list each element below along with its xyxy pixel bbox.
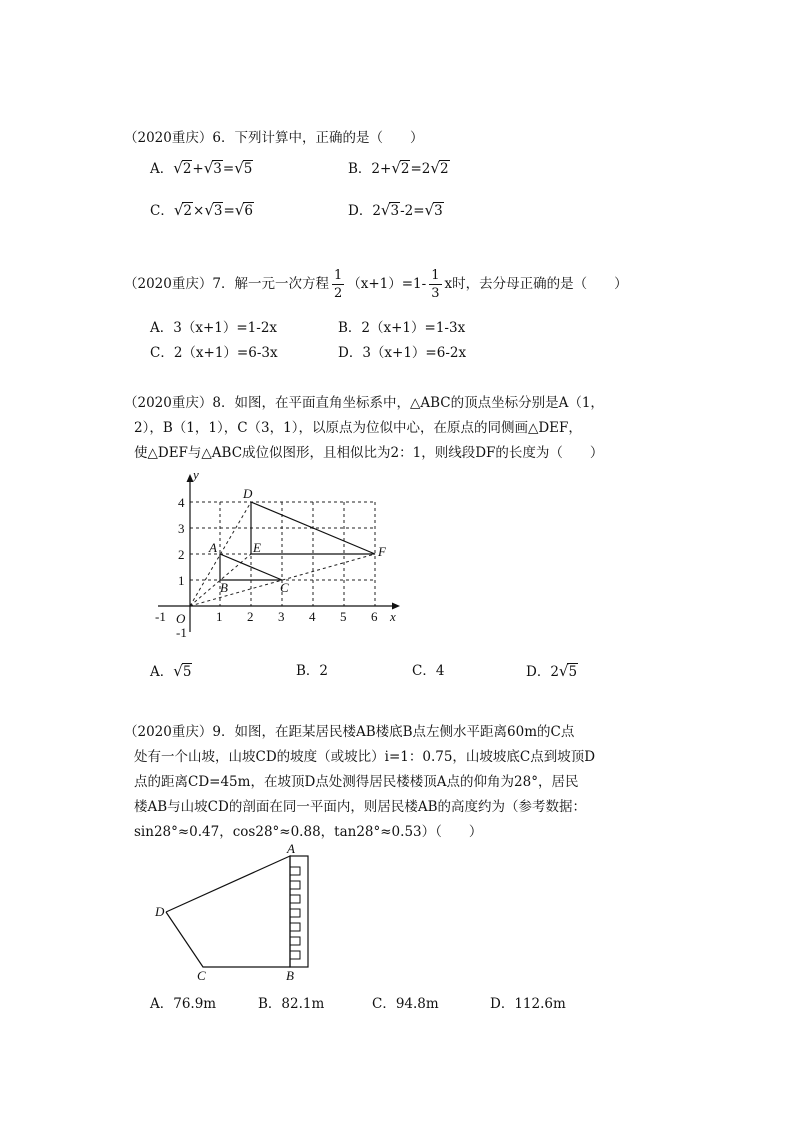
coefficient: 2+ xyxy=(371,161,392,177)
q9-stem-line2: 处有一个山坡，山坡CD的坡度（或坡比）i=1：0.75，山坡坡底C点到坡顶D xyxy=(134,749,596,765)
building-windows xyxy=(290,867,300,959)
frac-num: 1 xyxy=(431,268,440,283)
x-tick-label: 2 xyxy=(247,609,254,624)
frac-num: 1 xyxy=(333,268,343,283)
point-label-d: D xyxy=(155,904,165,919)
q7-option-c[interactable]: C．2（x+1）=6-3x xyxy=(150,345,278,361)
q9-slope-building-figure xyxy=(148,840,330,985)
q8-stem-line3: 使△DEF与△ABC成位似图形，且相似比为2：1，则线段DF的长度为（ ） xyxy=(134,445,604,461)
y-tick-label: 3 xyxy=(178,521,185,536)
frac-den: 3 xyxy=(431,286,440,301)
radicand: 2 xyxy=(182,161,192,177)
x-tick-label: -1 xyxy=(155,609,166,624)
q7-option-b[interactable]: B．2（x+1）=1-3x xyxy=(338,320,466,336)
sqrt-icon: √ xyxy=(203,159,214,177)
q9-stem-line4: 楼AB与山坡CD的剖面在同一平面内，则居民楼AB的高度约为（参考数据： xyxy=(134,799,586,815)
point-label-b: B xyxy=(220,580,228,595)
plus-sign: + xyxy=(192,161,204,177)
x-tick-label: 3 xyxy=(278,609,285,624)
sqrt-icon: √ xyxy=(234,201,245,219)
y-tick-label: 2 xyxy=(178,547,185,562)
q8-option-b[interactable]: B．2 xyxy=(296,663,329,679)
q7-stem-pre: （2020重庆）7．解一元一次方程 xyxy=(124,276,329,292)
q6-stem: （2020重庆）6．下列计算中，正确的是（ ） xyxy=(124,130,424,146)
point-label-a: A xyxy=(209,540,217,555)
sqrt-icon: √ xyxy=(430,159,440,177)
window-icon xyxy=(290,895,300,903)
y-axis-label: y xyxy=(193,467,199,482)
radicand: 2 xyxy=(400,161,410,177)
outline-dab-c xyxy=(166,856,290,967)
q7-stem xyxy=(124,266,628,302)
q8-coordinate-figure xyxy=(145,462,415,642)
sqrt-icon: √ xyxy=(424,201,435,219)
q8-option-a-label: A． xyxy=(150,664,174,680)
building-ab xyxy=(290,856,308,967)
coefficient: 2 xyxy=(550,664,559,680)
radicand: 3 xyxy=(213,203,223,219)
window-icon xyxy=(290,923,300,931)
radicand: 3 xyxy=(213,161,222,177)
q7-stem-mid: （x+1）=1- xyxy=(347,276,427,292)
x-tick-label: 1 xyxy=(216,609,223,624)
q9-option-d[interactable]: D．112.6m xyxy=(490,996,566,1012)
minus-term: -2= xyxy=(400,203,425,219)
q8-stem-line1: （2020重庆）8．如图，在平面直角坐标系中，△ABC的顶点坐标分别是A（1， xyxy=(124,395,604,411)
point-label-c: C xyxy=(197,968,206,983)
point-label-f: F xyxy=(378,544,386,559)
q6-option-d-label: D． xyxy=(348,203,373,219)
q8-option-d-label: D． xyxy=(526,664,551,680)
y-tick-label: -1 xyxy=(176,625,187,640)
fraction-one-third xyxy=(429,267,441,302)
radicand: 3 xyxy=(390,203,400,219)
q9-option-b[interactable]: B．82.1m xyxy=(258,996,325,1012)
window-icon xyxy=(290,881,300,889)
radicand: 2 xyxy=(439,161,449,177)
radicand: 6 xyxy=(244,203,253,219)
window-icon xyxy=(290,867,300,875)
sqrt-icon: √ xyxy=(380,201,391,219)
origin-label: O xyxy=(176,611,186,626)
q9-stem-line1: （2020重庆）9．如图，在距某居民楼AB楼底B点左侧水平距离60m的C点 xyxy=(124,724,575,740)
window-icon xyxy=(290,951,300,959)
frac-den: 2 xyxy=(333,286,343,301)
window-icon xyxy=(290,909,300,917)
sqrt-icon: √ xyxy=(234,159,244,177)
sqrt-icon: √ xyxy=(173,159,183,177)
sqrt-icon: √ xyxy=(173,662,183,680)
equals-sign: =2 xyxy=(410,161,431,177)
sqrt-icon: √ xyxy=(173,201,184,219)
x-tick-label: 6 xyxy=(371,609,378,624)
q7-option-d[interactable]: D．3（x+1）=6-2x xyxy=(338,345,467,361)
q7-option-a[interactable]: A．3（x+1）=1-2x xyxy=(150,320,278,336)
q8-option-a[interactable] xyxy=(150,661,192,682)
q9-option-c[interactable]: C．94.8m xyxy=(372,996,439,1012)
q8-option-c[interactable]: C．4 xyxy=(412,663,445,679)
x-tick-label: 4 xyxy=(309,609,316,624)
window-icon xyxy=(290,937,300,945)
x-axis-label: x xyxy=(390,609,396,624)
radicand: 5 xyxy=(182,664,192,680)
y-tick-label: 1 xyxy=(178,573,185,588)
point-label-e: E xyxy=(253,540,261,555)
fraction-one-half xyxy=(332,267,344,302)
q9-stem-line3: 点的距离CD=45m，在坡顶D点处测得居民楼楼顶A点的仰角为28°，居民 xyxy=(134,774,579,790)
point-label-c: C xyxy=(280,580,289,595)
radicand: 5 xyxy=(243,161,253,177)
y-tick-label: 4 xyxy=(178,495,185,510)
q6-option-d[interactable] xyxy=(348,200,444,221)
q9-option-a[interactable]: A．76.9m xyxy=(150,996,217,1012)
q6-option-a[interactable] xyxy=(150,158,253,179)
q6-option-c-label: C． xyxy=(150,203,174,219)
radicand: 3 xyxy=(434,203,443,219)
radicand: 2 xyxy=(183,203,192,219)
q9-stem-line5: sin28°≈0.47，cos28°≈0.88，tan28°≈0.53）（ ） xyxy=(134,824,483,840)
q8-stem-line2: 2），B（1，1），C（3，1），以原点为位似中心，在原点的同侧画△DEF， xyxy=(134,420,582,436)
times-sign: × xyxy=(193,203,205,219)
coefficient: 2 xyxy=(372,203,381,219)
radicand: 5 xyxy=(568,664,578,680)
x-tick-label: 5 xyxy=(340,609,347,624)
sqrt-icon: √ xyxy=(558,662,569,680)
sqrt-icon: √ xyxy=(391,159,401,177)
q6-option-a-label: A． xyxy=(150,161,174,177)
equals-sign: = xyxy=(222,161,235,177)
point-label-a: A xyxy=(287,841,295,856)
q6-option-c[interactable] xyxy=(150,200,254,221)
q6-option-b-label: B． xyxy=(348,161,372,177)
q8-option-d[interactable] xyxy=(526,661,578,682)
q6-option-b[interactable] xyxy=(348,158,450,179)
equals-sign: = xyxy=(223,203,235,219)
point-label-b: B xyxy=(286,968,294,983)
sqrt-icon: √ xyxy=(204,201,214,219)
q7-stem-post: x时，去分母正确的是（ ） xyxy=(444,276,628,292)
point-label-d: D xyxy=(243,486,253,501)
